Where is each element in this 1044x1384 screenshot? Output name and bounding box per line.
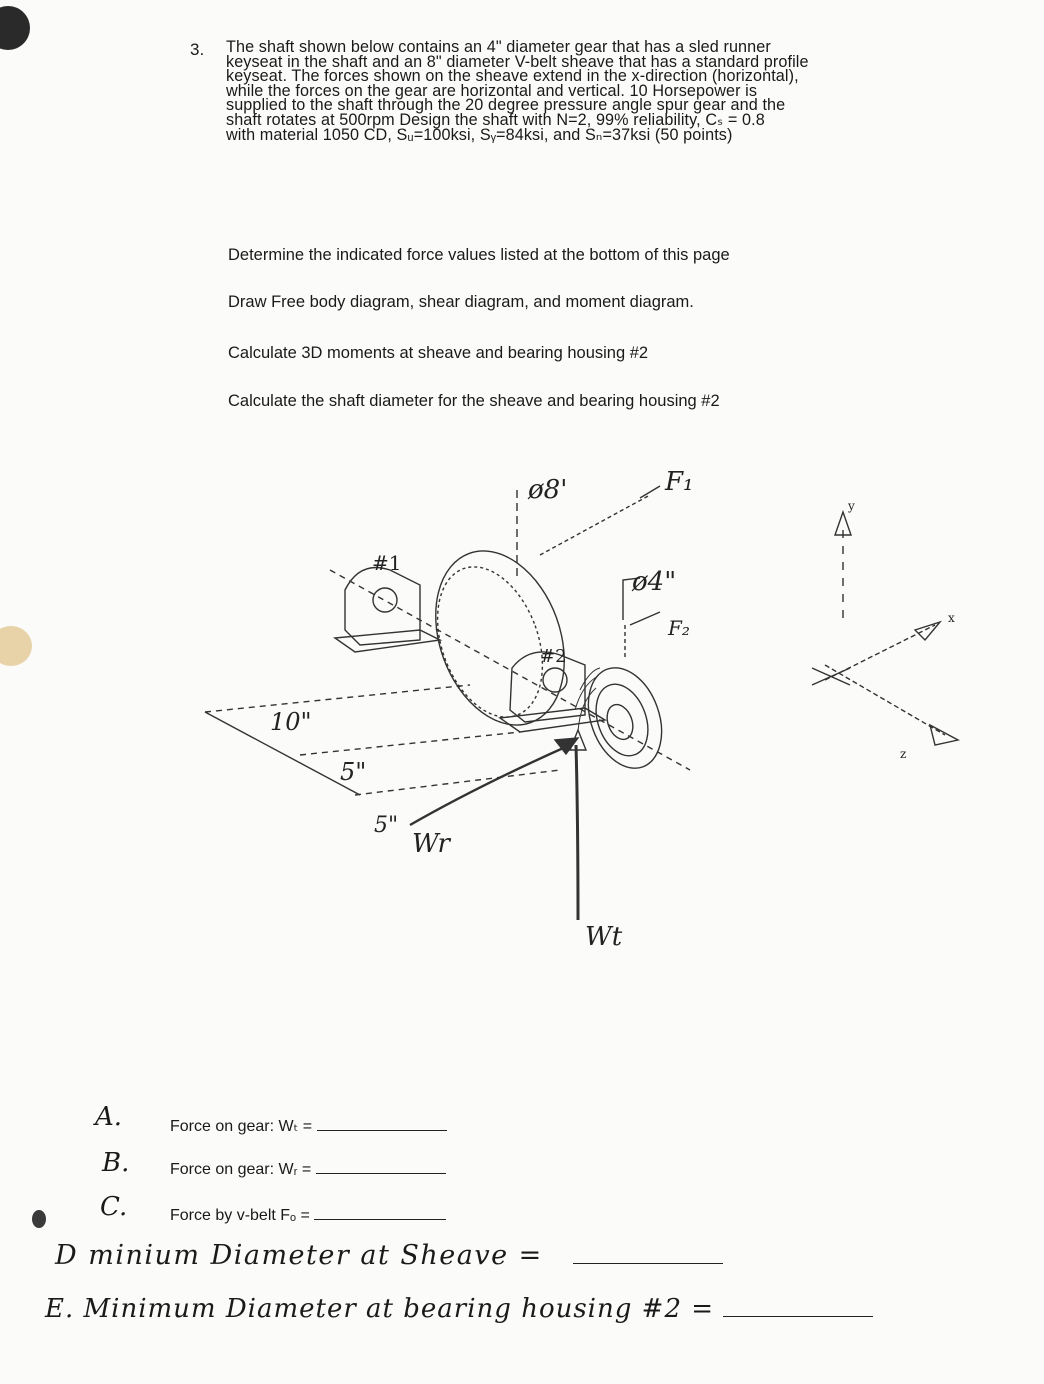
problem-number: 3. bbox=[190, 40, 205, 59]
problem-statement bbox=[190, 40, 970, 142]
answer-b-label: Force on gear: Wᵣ = bbox=[170, 1161, 312, 1178]
task-calc-diameter: Calculate the shaft diameter for the sheave and bearing housing #2 bbox=[228, 392, 720, 410]
label-gear-dia: ø4" bbox=[632, 567, 677, 597]
problem-line: keyseat in the shaft and an 8" diameter V-belt sheave that has a standard profile bbox=[226, 52, 809, 71]
problem-line: while the forces on the gear are horizontal and vertical. 10 Horsepower is bbox=[226, 81, 758, 100]
problem-line: supplied to the shaft through the 20 degree pressure angle spur gear and the bbox=[226, 96, 786, 115]
axis-z-line bbox=[825, 665, 945, 735]
handwritten-question-d bbox=[55, 1240, 723, 1271]
task-determine-forces: Determine the indicated force values listed at the bottom of this page bbox=[228, 246, 730, 264]
gear-hub bbox=[603, 701, 638, 743]
label-axis-y: y bbox=[848, 499, 855, 513]
problem-line: with material 1050 CD, Sᵤ=100ksi, Sᵧ=84ksi, and Sₙ=37ksi (50 points) bbox=[226, 125, 733, 144]
answer-c-label: Force by v-belt Fₒ = bbox=[170, 1207, 310, 1224]
answer-a-blank[interactable] bbox=[317, 1130, 447, 1131]
answer-letter-b: B. bbox=[102, 1148, 130, 1178]
problem-line: The shaft shown below contains an 4" diameter gear that has a sled runner bbox=[226, 38, 771, 56]
dim-line-5a bbox=[300, 732, 520, 755]
gear-outer bbox=[575, 658, 674, 779]
wt-arrow bbox=[576, 745, 578, 920]
punch-hole-top bbox=[0, 6, 30, 50]
label-dim-5b: 5" bbox=[374, 813, 399, 838]
bearing-1-bore bbox=[373, 588, 397, 612]
answer-c-blank[interactable] bbox=[314, 1219, 446, 1220]
shaft-isometric-figure bbox=[0, 440, 1044, 1000]
label-wt: Wt bbox=[585, 922, 623, 952]
f2-arrow-head bbox=[630, 612, 660, 625]
answer-letter-a: A. bbox=[95, 1102, 123, 1132]
label-wr: Wr bbox=[412, 829, 450, 859]
punch-hole-bottom bbox=[32, 1210, 46, 1228]
label-sheave-dia: ø8' bbox=[528, 475, 568, 505]
dim-line-5b bbox=[355, 770, 560, 795]
answer-d-blank[interactable] bbox=[573, 1263, 723, 1264]
belt-arrow-f1 bbox=[640, 486, 660, 498]
label-axis-z: z bbox=[900, 747, 907, 761]
answer-e-blank[interactable] bbox=[723, 1316, 873, 1317]
dim-line-10 bbox=[205, 685, 470, 712]
sheave-inner bbox=[418, 552, 562, 731]
label-f2: F₂ bbox=[668, 616, 690, 640]
label-bearing-1: #1 bbox=[372, 551, 402, 575]
question-e-text: E. Minimum Diameter at bearing housing #2 = bbox=[45, 1294, 715, 1324]
label-axis-x: x bbox=[948, 611, 955, 625]
axis-x-arrow bbox=[915, 622, 940, 640]
label-bearing-2: #2 bbox=[540, 646, 567, 667]
answer-letter-c: C. bbox=[100, 1192, 128, 1222]
problem-line: shaft rotates at 500rpm Design the shaft with N=2, 99% reliability, Cₛ = 0.8 bbox=[226, 110, 765, 129]
answer-c bbox=[170, 1207, 446, 1225]
task-draw-diagrams: Draw Free body diagram, shear diagram, and moment diagram. bbox=[228, 293, 694, 311]
answer-a bbox=[170, 1116, 447, 1136]
bearing-1-base bbox=[335, 630, 440, 652]
gear-mid bbox=[587, 677, 657, 763]
answer-a-label: Force on gear: Wₜ = bbox=[170, 1118, 313, 1135]
bearing-2-bore bbox=[543, 668, 567, 692]
label-f1: F₁ bbox=[665, 467, 694, 497]
label-dim-10: 10" bbox=[270, 708, 312, 736]
handwritten-question-e bbox=[45, 1294, 873, 1324]
answer-b-blank[interactable] bbox=[316, 1173, 446, 1174]
sheave-outer bbox=[413, 533, 587, 743]
label-dim-5a: 5" bbox=[340, 758, 367, 786]
answer-b bbox=[170, 1161, 446, 1179]
question-d-text: D minium Diameter at Sheave = bbox=[55, 1240, 543, 1271]
task-calc-moments: Calculate 3D moments at sheave and bearing housing #2 bbox=[228, 344, 649, 362]
shaft-centerline bbox=[330, 570, 690, 770]
problem-line: keyseat. The forces shown on the sheave extend in the x-direction (horizontal), bbox=[226, 67, 799, 86]
